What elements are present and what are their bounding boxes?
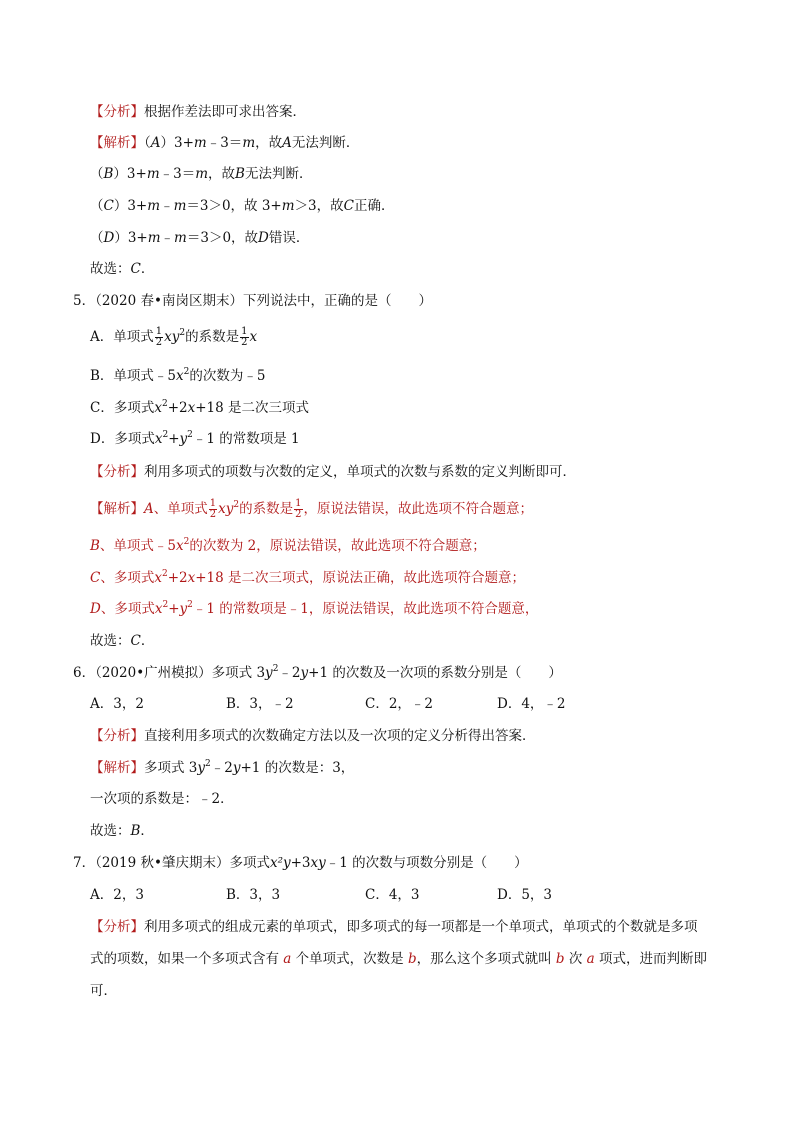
q6-option-a: A．3，2 bbox=[90, 696, 144, 712]
p4-solution-c: （C）3+m﹣m＝3＞0，故 3+m＞3，故C正确． bbox=[90, 198, 395, 214]
q5-stem: 5．（2020 春•南岗区期末）下列说法中，正确的是（ ） bbox=[73, 293, 432, 309]
q7-option-d: D．5，3 bbox=[497, 887, 553, 903]
analysis-tag: 【分析】 bbox=[90, 104, 144, 120]
q7-stem: 7．（2019 秋•肇庆期末）多项式x²y+3xy﹣1 的次数与项数分别是（ ） bbox=[73, 855, 528, 871]
fraction: $\frac{1}{2}$ bbox=[155, 326, 163, 348]
q5-option-c: C．多项式$x^2+2x+18$ 是二次三项式 bbox=[90, 399, 310, 416]
q5-solution-c: C、多项式$x^2+2x+18$ 是二次三项式，原说法正确，故此选项符合题意； bbox=[90, 569, 526, 586]
solution-tag: 【解析】 bbox=[90, 135, 144, 151]
q6-solution-line2: 一次项的系数是：﹣2． bbox=[90, 791, 234, 807]
q5-option-b: B．单项式$﹣5x^2$的次数为﹣5 bbox=[90, 367, 266, 384]
fraction: $\frac{1}{2}$ bbox=[241, 326, 248, 348]
q6-solution: 【解析】多项式 $3y^2﹣2y+1$ 的次数是：3， bbox=[90, 759, 355, 776]
fraction: $\frac{1}{2}$ bbox=[209, 498, 217, 520]
q6-answer: 故选：B． bbox=[90, 823, 154, 839]
q7-option-c: C．4，3 bbox=[365, 887, 420, 903]
q5-solution-a: 【解析】A、单项式 $\frac{1}{2}$ $xy^2$的系数是 $\frac{1}{2}$ ，原说法错误，故此选项不符合题意； bbox=[90, 498, 533, 520]
q6-option-d: D．4，﹣2 bbox=[497, 696, 566, 712]
q5-option-d: D．多项式$x^2+y^2﹣1$ 的常数项是 1 bbox=[90, 430, 300, 447]
p4-solution-d: （D）3+m﹣m＝3＞0，故D错误． bbox=[90, 230, 310, 246]
q7-option-b: B．3，3 bbox=[226, 887, 281, 903]
q5-option-a: A．单项式 $\frac{1}{2}$ $xy^2$的系数是 $\frac{1}{2}$ x bbox=[90, 326, 258, 348]
p4-solution-b: （B）3+m﹣3＝m，故B无法判断． bbox=[90, 166, 313, 182]
q6-option-b: B．3，﹣2 bbox=[226, 696, 294, 712]
q5-solution-d: D、多项式$x^2+y^2﹣1$ 的常数项是﹣1，原说法错误，故此选项不符合题意， bbox=[90, 600, 539, 617]
p4-solution-a: 【解析】（A）3+m﹣3＝m，故A无法判断． bbox=[90, 135, 360, 151]
q5-analysis: 【分析】利用多项式的项数与次数的定义，单项式的次数与系数的定义判断即可． bbox=[90, 464, 576, 480]
q5-answer: 故选：C． bbox=[90, 633, 155, 649]
q6-stem: 6．（2020•广州模拟）多项式 $3y^2﹣2y+1$ 的次数及一次项的系数分别是（ ） bbox=[73, 664, 562, 681]
q7-analysis-line3: 可． bbox=[90, 983, 117, 999]
p4-answer: 故选：C． bbox=[90, 261, 155, 277]
q6-analysis: 【分析】直接利用多项式的次数确定方法以及一次项的定义分析得出答案． bbox=[90, 728, 536, 744]
q7-analysis: 【分析】利用多项式的组成元素的单项式，即多项式的每一项都是一个单项式，单项式的个数就是多项 bbox=[90, 919, 698, 935]
q5-solution-b: B、单项式$﹣5x^2$的次数为 2，原说法错误，故此选项不符合题意； bbox=[90, 537, 486, 554]
q7-analysis-line2: 式的项数，如果一个多项式含有 a 个单项式，次数是 b，那么这个多项式就叫 b 次 a 项式，进而判断即 bbox=[90, 951, 708, 967]
p4-analysis: 【分析】根据作差法即可求出答案． bbox=[90, 104, 306, 120]
fraction: $\frac{1}{2}$ bbox=[295, 498, 302, 520]
q7-option-a: A．2，3 bbox=[90, 887, 144, 903]
q6-option-c: C．2，﹣2 bbox=[365, 696, 434, 712]
